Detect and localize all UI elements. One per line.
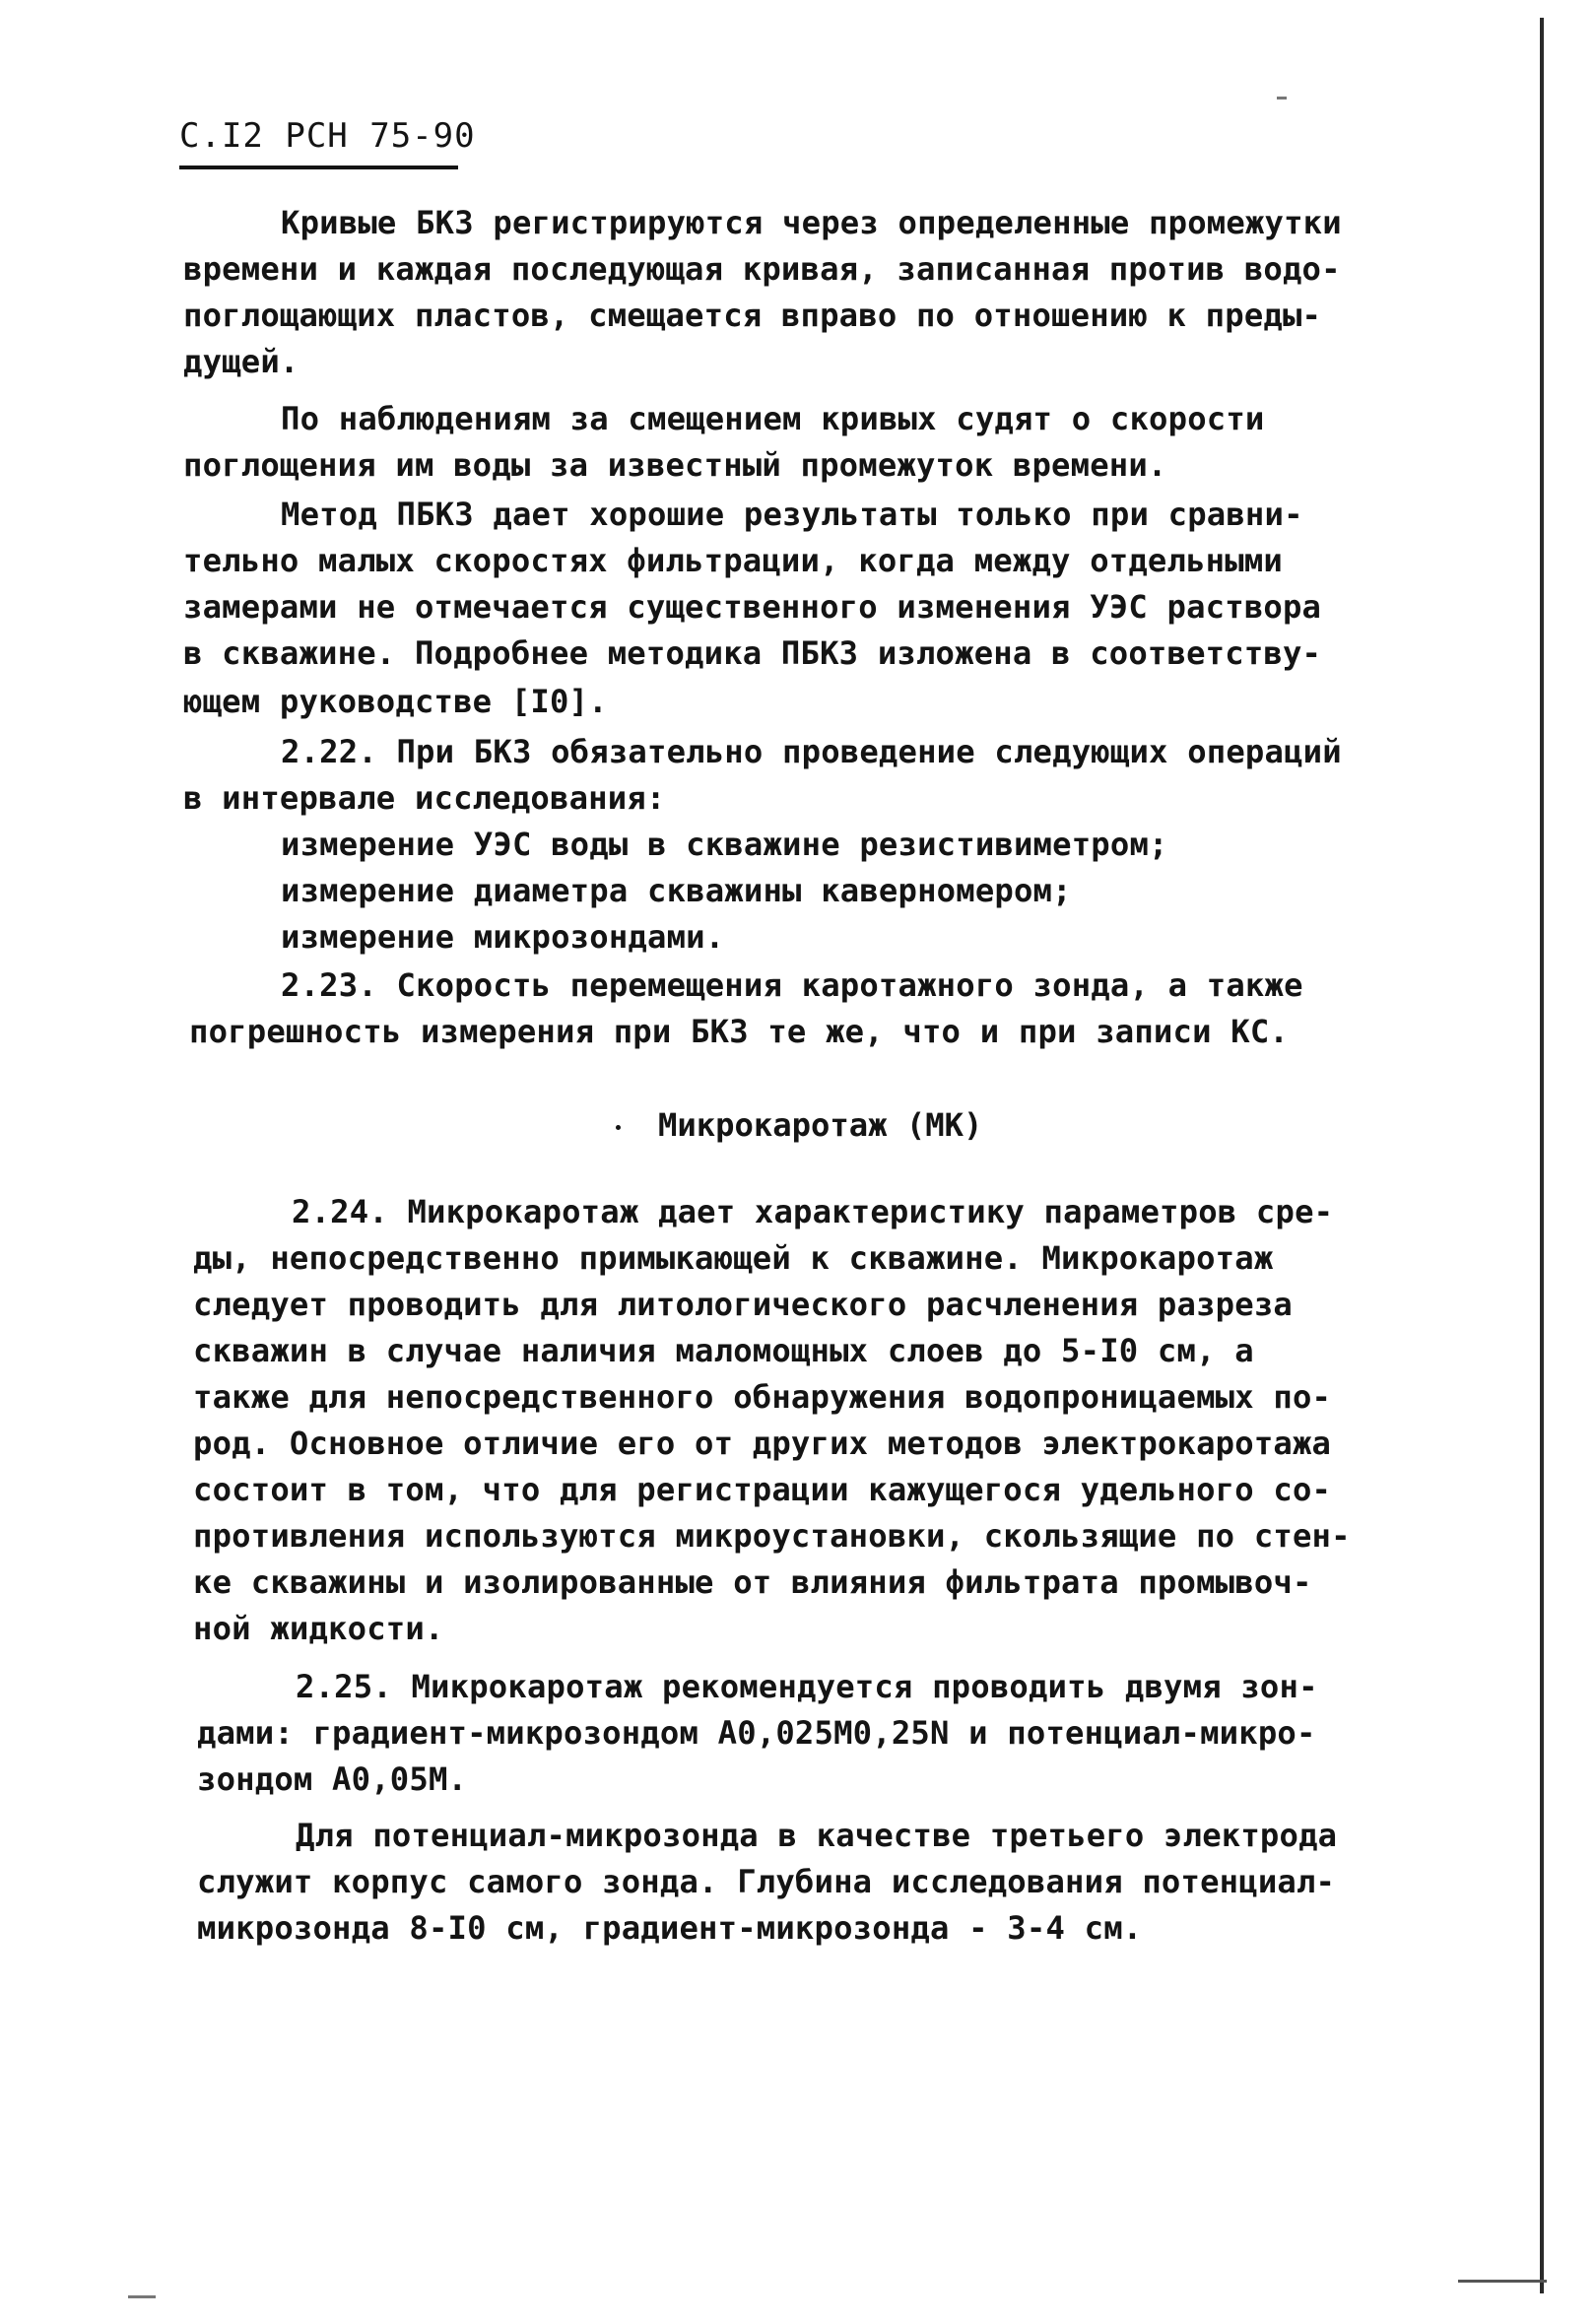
scan-dot [616, 1125, 621, 1130]
text-line: дущей. [183, 343, 299, 380]
text-line: зондом А0,05М. [197, 1760, 468, 1798]
text-line: в скважине. Подробнее методика ПБКЗ изложена в соответству- [183, 634, 1322, 672]
text-line: ке скважины и изолированные от влияния фильтрата промывоч- [193, 1563, 1312, 1601]
text-line: замерами не отмечается существенного изменения УЭС раствора [183, 588, 1322, 626]
text-line: в интервале исследования: [183, 779, 666, 817]
page-edge-foot [1458, 2280, 1547, 2283]
text-line: состоит в том, что для регистрации кажущегося удельного со- [193, 1471, 1332, 1508]
list-item: измерение диаметра скважины каверномером; [281, 872, 1072, 909]
text-line: погрешность измерения при БКЗ те же, что и при записи КС. [189, 1013, 1289, 1050]
text-line: времени и каждая последующая кривая, записанная против водо- [183, 250, 1341, 288]
text-line: также для непосредственного обнаружения водопроницаемых по- [193, 1378, 1332, 1416]
text-line: Кривые БКЗ регистрируются через определенные промежутки [281, 204, 1342, 241]
text-line: ной жидкости. [193, 1610, 444, 1647]
section-heading: Микрокаротаж (МК) [658, 1106, 983, 1144]
text-line: По наблюдениям за смещением кривых судят о скорости [281, 400, 1265, 437]
page-edge-line [1540, 18, 1544, 2293]
scan-speck [1277, 97, 1287, 100]
text-line: 2.25. Микрокаротаж рекомендуется проводить двумя зон- [296, 1668, 1318, 1705]
text-line: поглощающих пластов, смещается вправо по отношению к преды- [183, 297, 1322, 334]
text-line: микрозонда 8-I0 см, градиент-микрозонда - 3-4 см. [197, 1909, 1143, 1947]
text-line: 2.24. Микрокаротаж дает характеристику параметров сре- [292, 1193, 1334, 1230]
text-line: тельно малых скоростях фильтрации, когда между отдельными [183, 542, 1283, 579]
text-line: 2.23. Скорость перемещения каротажного зонда, а также [281, 966, 1303, 1004]
header-underline [179, 166, 458, 169]
text-line: следует проводить для литологического расчленения разреза [193, 1286, 1293, 1323]
text-line: поглощения им воды за известный промежуток времени. [183, 446, 1167, 484]
text-line: род. Основное отличие его от других методов электрокаротажа [193, 1425, 1332, 1462]
list-item: измерение УЭС воды в скважине резистивиметром; [281, 826, 1168, 863]
running-head: С.I2 РСН 75-90 [179, 116, 476, 156]
text-line: ющем руководстве [I0]. [183, 683, 608, 720]
text-line: служит корпус самого зонда. Глубина исследования потенциал- [197, 1863, 1336, 1900]
text-line: ды, непосредственно примыкающей к скважине. Микрокаротаж [193, 1239, 1274, 1277]
text-line: Для потенциал-микрозонда в качестве третьего электрода [296, 1817, 1338, 1854]
scan-mark [128, 2295, 156, 2298]
text-line: скважин в случае наличия маломощных слоев до 5-I0 см, а [193, 1332, 1254, 1369]
text-line: 2.22. При БКЗ обязательно проведение следующих операций [281, 733, 1342, 770]
text-line: дами: градиент-микрозондом А0,025М0,25N и потенциал-микро- [197, 1714, 1316, 1752]
list-item: измерение микрозондами. [281, 918, 725, 956]
text-line: Метод ПБКЗ дает хорошие результаты только при сравни- [281, 496, 1303, 533]
text-line: противления используются микроустановки, скользящие по стен- [193, 1517, 1351, 1555]
